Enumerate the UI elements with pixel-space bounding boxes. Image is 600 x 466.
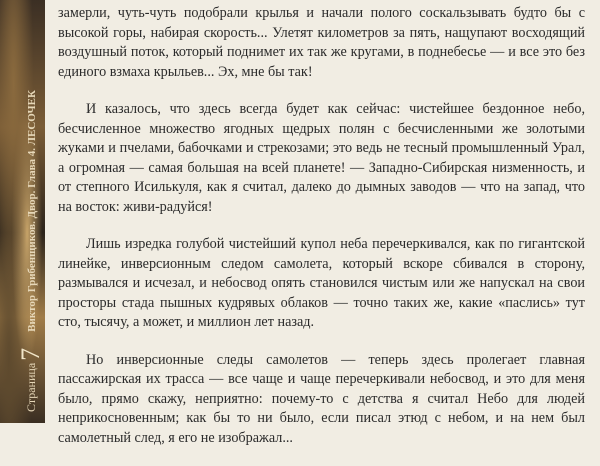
page-body — [58, 4, 585, 466]
decorative-sidebar — [0, 0, 45, 423]
paragraph-4: Но инверсионные следы самолетов — теперь здесь пролегает главная пассажирская их трасса — все чаще и чаще перечеркивали небосвод, и это для меня было, прямо скажу, неприятно: почему-то с детства я считал Небо для людей неприкосновенным; как бы то ни было, если писал этюд с небом, и на нем был самолетный след, я его не изображал... — [58, 351, 585, 446]
page-label: Страница — [24, 362, 38, 412]
paragraph-2: И казалось, что здесь всегда будет как сейчас: чистейшее бездонное небо, бесчисленное множество ягодных щедрых полян с бесчисленными же золотыми жуками и пчелами, бабочками и стрекозами; это ведь не тесный промышленный Урал, а огромная — самая большая на всей планете! — Западно-Сибирская низменность, и от степного Исилькуля, как я считал, далеко до дымных заводов — что на запад, что на восток: живи-радуйся! — [58, 101, 585, 215]
chapter-caption: Виктор Грибенщиков. Двор. Глава 4. ЛЕСОЧЕК — [26, 90, 38, 332]
vertical-running-head — [16, 12, 45, 412]
paragraph-1: замерли, чуть-чуть подобрали крылья и начали полого соскальзывать будто бы с высокой горы, набирая скорость... Улетят километров за пять, нащупают восходящий воздушный поток, который поднимет их так же кругами, в поднебесье — и все это без единого взмаха крыльев... Эх, мне бы так! — [58, 5, 585, 80]
paragraph-3: Лишь изредка голубой чистейший купол неба перечеркивался, как по гигантской линейке, инверсионным следом самолета, который вскоре сбивался в сторону, размывался и исчезал, и небосвод опять становился чистым или же напускал на свои просторы стада пышных кудрявых облаков — точно таких же, какие «паслись» тут сто, тысячу, а может, и миллион лет назад. — [58, 236, 585, 330]
page-number: 7 — [16, 347, 45, 361]
